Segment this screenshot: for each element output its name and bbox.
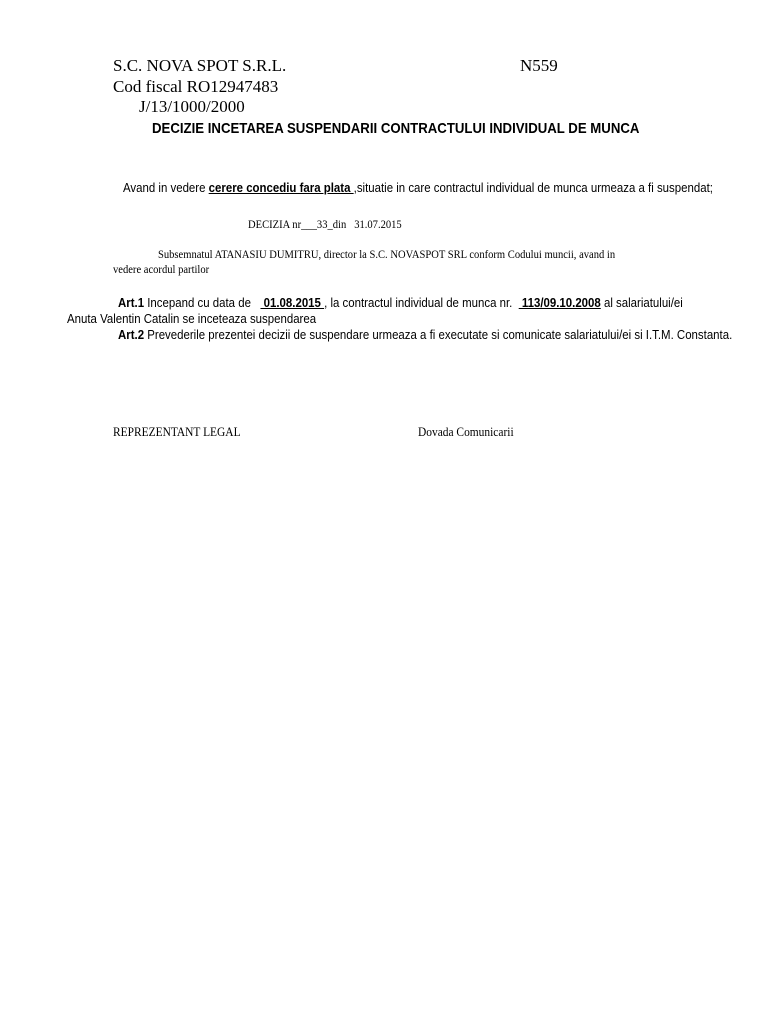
decision-blank: ___ [301,217,317,231]
intro-paragraph [123,180,713,195]
document-title: DECIZIE INCETAREA SUSPENDARII CONTRACTULUI INDIVIDUAL DE MUNCA [152,120,640,137]
decision-sep: _din [327,217,347,231]
decision-date: 31.07.2015 [354,217,402,231]
decision-prefix: DECIZIA nr [248,217,302,231]
art2-label: Art.2 [118,327,145,342]
art1-date: 01.08.2015 [260,295,325,310]
art2-text: Prevederile prezentei decizii de suspendare urmeaza a fi executate si comunicate salariatului/ei si I.T.M. Constanta. [144,327,733,342]
signature-legal-representative: REPREZENTANT LEGAL [113,424,241,439]
signature-communication-proof: Dovada Comunicarii [418,424,514,439]
intro-prefix: Avand in vedere [123,180,209,195]
document-number: N559 [520,56,558,75]
art1-text-b: , la contractul individual de munca nr. [324,295,516,310]
art1-line2: Anuta Valentin Catalin se inceteaza suspendarea [67,311,317,326]
art2-paragraph [118,327,732,342]
subsemnatul-line2: vedere acordul partilor [113,262,210,276]
registry-number: J/13/1000/2000 [139,97,245,116]
art1-line1 [118,295,683,310]
fiscal-code: Cod fiscal RO12947483 [113,77,279,96]
art1-text-a: Incepand cu data de [144,295,255,310]
art1-label: Art.1 [118,295,145,310]
subsemnatul-line1: Subsemnatul ATANASIU DUMITRU, director la S.C. NOVASPOT SRL conform Codului muncii, avand in [158,247,616,261]
art1-text-c: al salariatului/ei [600,295,683,310]
art1-contract: 113/09.10.2008 [518,295,601,310]
decision-line [248,217,402,232]
intro-suffix: ,situatie in care contractul individual de munca urmeaza a fi suspendat; [353,180,713,195]
company-name: S.C. NOVA SPOT S.R.L. [113,56,287,75]
decision-number: 33 [316,217,328,231]
intro-reason: cerere concediu fara plata [208,180,354,195]
